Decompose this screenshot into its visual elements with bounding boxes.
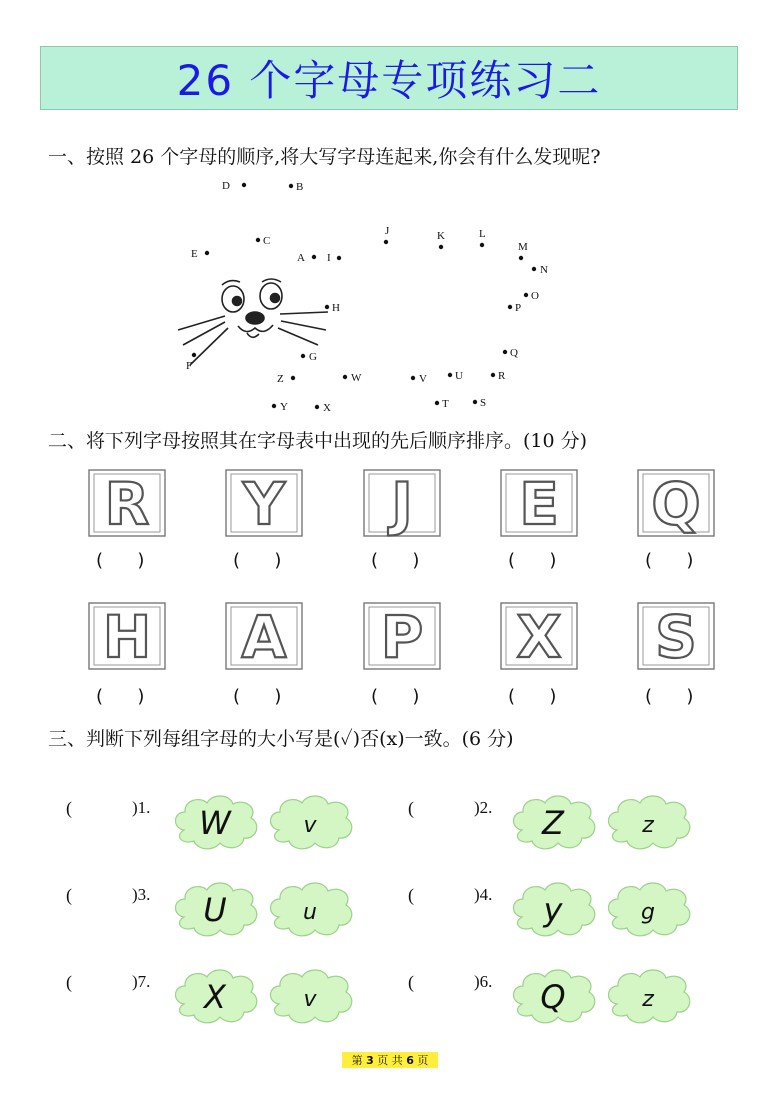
letter-card-h <box>88 602 166 670</box>
dot-label-s: S <box>480 397 487 409</box>
dot-d <box>242 183 246 187</box>
dot-x <box>315 405 319 409</box>
letter-card-p <box>363 602 441 670</box>
letter-card-e <box>500 469 578 537</box>
lowercase-letter: u <box>303 900 317 925</box>
page-title: 26 个字母专项练习二 <box>176 56 602 105</box>
answer-blank-h[interactable]: ( ) <box>96 686 145 707</box>
dot-i <box>337 256 341 260</box>
dot-label-p: P <box>515 302 522 314</box>
lowercase-letter: z <box>642 813 654 838</box>
dot-label-k: K <box>437 230 445 242</box>
dot-h <box>325 305 329 309</box>
sort-letter: Y <box>243 470 285 537</box>
uppercase-letter: X <box>204 978 226 1016</box>
uppercase-letter: Q <box>540 978 566 1016</box>
letter-card-x <box>500 602 578 670</box>
question-3-heading: 三、判断下列每组字母的大小写是(✓)否(x)一致。(6 分) <box>48 728 514 750</box>
dot-b <box>289 184 293 188</box>
cloud-uppercase <box>170 877 260 941</box>
judge-answer-blank[interactable]: ( <box>66 798 72 818</box>
cloud-lowercase <box>603 964 693 1028</box>
answer-blank-e[interactable]: ( ) <box>508 550 557 571</box>
cloud-uppercase <box>170 964 260 1028</box>
uppercase-letter: Z <box>542 804 564 842</box>
question-2-heading: 二、将下列字母按照其在字母表中出现的先后顺序排序。(10 分) <box>48 430 588 452</box>
dot-label-l: L <box>479 228 486 240</box>
sort-letter: A <box>241 603 287 670</box>
dot-label-d: D <box>222 180 230 192</box>
uppercase-letter: W <box>199 804 231 842</box>
dot-o <box>524 293 528 297</box>
dot-label-r: R <box>498 370 506 382</box>
dot-label-y: Y <box>280 401 288 413</box>
uppercase-letter: y <box>543 891 563 929</box>
dot-label-v: V <box>419 373 427 385</box>
dot-label-x: X <box>323 402 331 414</box>
cloud-lowercase <box>603 790 693 854</box>
footer-suffix: 页 <box>417 1054 429 1067</box>
dot-r <box>491 373 495 377</box>
dot-u <box>448 373 452 377</box>
dot-z <box>291 376 295 380</box>
letter-card-q <box>637 469 715 537</box>
answer-blank-p[interactable]: ( ) <box>371 686 420 707</box>
judge-answer-blank[interactable]: ( <box>408 885 414 905</box>
dot-label-m: M <box>518 241 528 253</box>
dot-label-z: Z <box>277 373 284 385</box>
sort-letter: P <box>380 603 424 670</box>
page-footer <box>342 1052 438 1068</box>
judge-answer-blank[interactable]: ( <box>408 798 414 818</box>
answer-blank-j[interactable]: ( ) <box>371 550 420 571</box>
sort-letter: S <box>655 603 697 670</box>
dot-label-j: J <box>385 225 390 237</box>
cloud-uppercase <box>508 964 598 1028</box>
letter-card-y <box>225 469 303 537</box>
judge-answer-blank[interactable]: ( <box>66 885 72 905</box>
sort-letter: H <box>102 603 152 670</box>
sort-letter: Q <box>651 470 701 537</box>
dot-v <box>411 376 415 380</box>
sort-letter: X <box>516 603 562 670</box>
letter-card-r <box>88 469 166 537</box>
dot-label-h: H <box>332 302 340 314</box>
sort-letter: R <box>104 470 150 537</box>
question-1-heading: 一、按照 26 个字母的顺序,将大写字母连起来,你会有什么发现呢? <box>48 146 601 168</box>
lowercase-letter: g <box>641 900 655 925</box>
cloud-lowercase <box>265 964 355 1028</box>
cloud-uppercase <box>508 877 598 941</box>
dot-e <box>205 251 209 255</box>
judge-answer-blank[interactable]: ( <box>408 972 414 992</box>
cloud-lowercase <box>603 877 693 941</box>
answer-blank-x[interactable]: ( ) <box>508 686 557 707</box>
answer-blank-q[interactable]: ( ) <box>645 550 694 571</box>
dot-f <box>192 353 196 357</box>
dot-t <box>435 401 439 405</box>
dot-label-w: W <box>351 372 362 384</box>
dot-c <box>256 238 260 242</box>
dot-label-f: F <box>186 360 193 372</box>
judge-item-number: )2. <box>474 798 493 817</box>
letter-card-s <box>637 602 715 670</box>
dot-g <box>301 354 305 358</box>
dot-label-b: B <box>296 181 304 193</box>
sort-letter: J <box>391 470 413 537</box>
answer-blank-r[interactable]: ( ) <box>96 550 145 571</box>
judge-item-number: )1. <box>132 798 151 817</box>
dot-label-e: E <box>191 248 198 260</box>
answer-blank-y[interactable]: ( ) <box>233 550 282 571</box>
dot-y <box>272 404 276 408</box>
dot-label-u: U <box>455 370 463 382</box>
footer-prefix: 第 <box>351 1054 363 1067</box>
letter-card-a <box>225 602 303 670</box>
cloud-lowercase <box>265 790 355 854</box>
dot-label-q: Q <box>510 347 518 359</box>
uppercase-letter: U <box>203 891 227 929</box>
cloud-lowercase <box>265 877 355 941</box>
judge-item-number: )3. <box>132 885 151 904</box>
cloud-uppercase <box>508 790 598 854</box>
dot-a <box>312 255 316 259</box>
dot-label-n: N <box>540 264 548 276</box>
dot-label-t: T <box>442 398 449 410</box>
seal-face-drawing <box>178 279 328 365</box>
dot-p <box>508 305 512 309</box>
answer-blank-s[interactable]: ( ) <box>645 686 694 707</box>
sort-letter: E <box>519 470 559 537</box>
letter-card-j <box>363 469 441 537</box>
dot-k <box>439 245 443 249</box>
footer-total-pages: 6 <box>406 1053 414 1067</box>
dot-s <box>473 400 477 404</box>
dot-n <box>532 267 536 271</box>
dot-label-g: G <box>309 351 317 363</box>
judge-item-number: )6. <box>474 972 493 991</box>
cloud-uppercase <box>170 790 260 854</box>
judge-answer-blank[interactable]: ( <box>66 972 72 992</box>
lowercase-letter: z <box>642 987 654 1012</box>
dot-m <box>519 256 523 260</box>
judge-item-number: )7. <box>132 972 151 991</box>
dot-label-o: O <box>531 290 539 302</box>
dot-label-c: C <box>263 235 271 247</box>
judge-item-number: )4. <box>474 885 493 904</box>
footer-page-number: 3 <box>366 1053 374 1067</box>
dot-label-a: A <box>297 252 305 264</box>
dot-q <box>503 350 507 354</box>
lowercase-letter: v <box>303 987 317 1012</box>
answer-blank-a[interactable]: ( ) <box>233 686 282 707</box>
lowercase-letter: v <box>303 813 317 838</box>
dot-w <box>343 375 347 379</box>
dot-j <box>384 240 388 244</box>
footer-mid: 页 共 <box>377 1054 403 1067</box>
dot-l <box>480 243 484 247</box>
dot-label-i: I <box>327 252 331 264</box>
